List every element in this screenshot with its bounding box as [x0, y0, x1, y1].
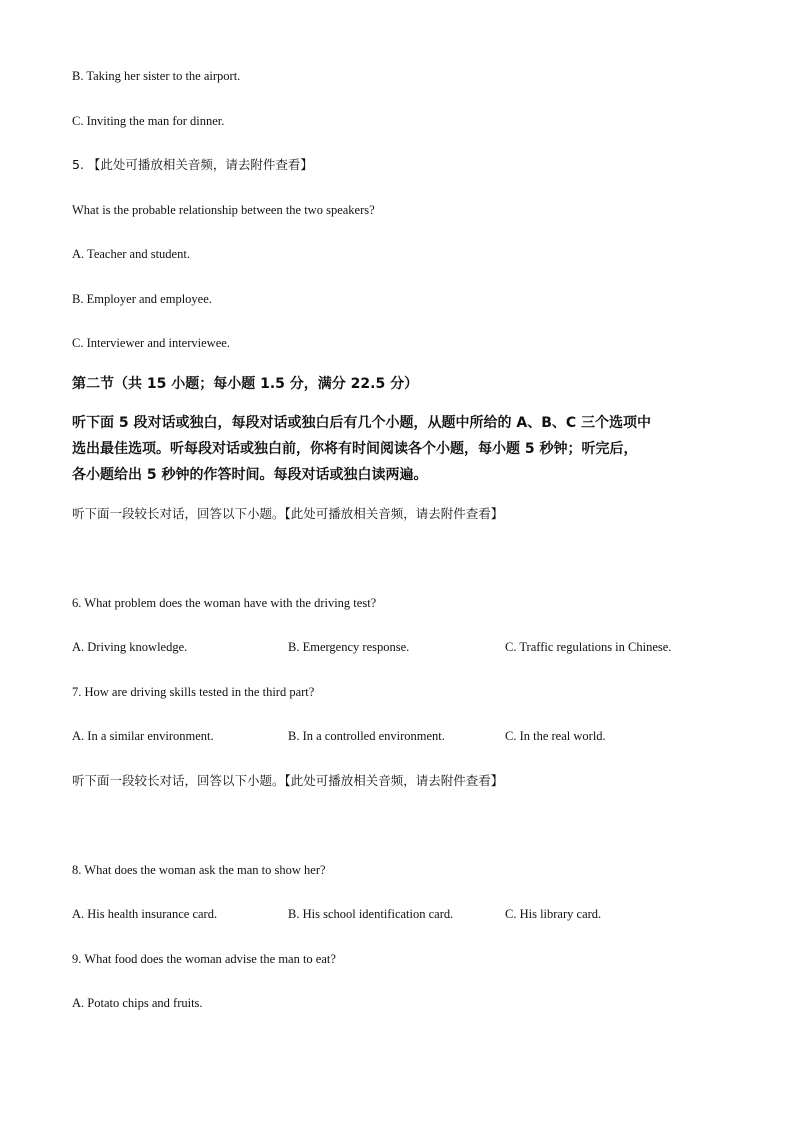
q9-option-a: A. Potato chips and fruits.: [72, 996, 203, 1010]
dialog1-audio-note: 听下面一段较长对话，回答以下小题。【此处可播放相关音频，请去附件查看】: [72, 506, 504, 521]
q9-question: 9. What food does the woman advise the man to eat?: [72, 952, 336, 966]
q5-audio-note: 5. 【此处可播放相关音频，请去附件查看】: [72, 157, 313, 172]
q7-question: 7. How are driving skills tested in the third part?: [72, 685, 315, 699]
instruction-line: 各小题给出 5 秒钟的作答时间。每段对话或独白读两遍。: [72, 467, 428, 483]
instruction-line: 选出最佳选项。听每段对话或独白前，你将有时间阅读各个小题，每小题 5 秒钟；听完后，: [72, 441, 638, 457]
dialog2-audio-note: 听下面一段较长对话，回答以下小题。【此处可播放相关音频，请去附件查看】: [72, 773, 504, 788]
q5-option-a: A. Teacher and student.: [72, 247, 190, 261]
q6-question: 6. What problem does the woman have with the driving test?: [72, 596, 377, 610]
q8-question: 8. What does the woman ask the man to show her?: [72, 863, 326, 877]
q4-option-b: B. Taking her sister to the airport.: [72, 69, 241, 83]
q6-option-a: A. Driving knowledge.: [72, 640, 188, 654]
q5-option-b: B. Employer and employee.: [72, 292, 212, 306]
q8-option-c: C. His library card.: [505, 907, 602, 921]
q7-option-a: A. In a similar environment.: [72, 729, 214, 743]
q6-option-b: B. Emergency response.: [288, 640, 410, 654]
q5-question: What is the probable relationship between the two speakers?: [72, 203, 375, 217]
q8-option-a: A. His health insurance card.: [72, 907, 218, 921]
section2-title: 第二节（共 15 小题；每小题 1.5 分，满分 22.5 分）: [72, 376, 419, 392]
instruction-line: 听下面 5 段对话或独白，每段对话或独白后有几个小题，从题中所给的 A、B、C 三个选项中: [72, 415, 652, 431]
section2-instructions: [72, 410, 732, 488]
q7-option-c: C. In the real world.: [505, 729, 606, 743]
q6-option-c: C. Traffic regulations in Chinese.: [505, 640, 672, 654]
q4-option-c: C. Inviting the man for dinner.: [72, 114, 225, 128]
q5-option-c: C. Interviewer and interviewee.: [72, 336, 230, 350]
q8-option-b: B. His school identification card.: [288, 907, 454, 921]
q7-option-b: B. In a controlled environment.: [288, 729, 445, 743]
